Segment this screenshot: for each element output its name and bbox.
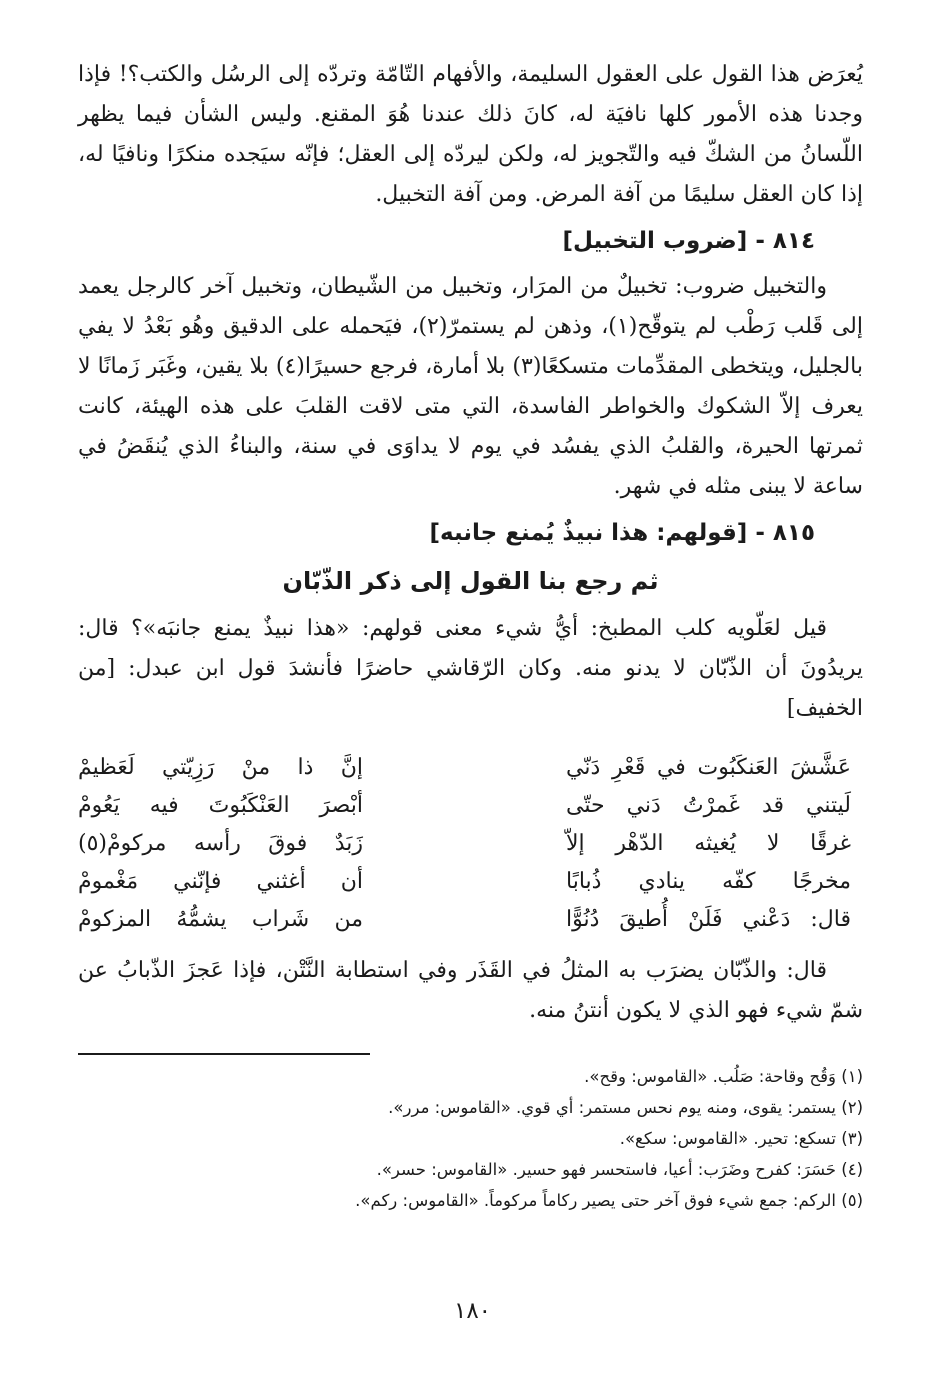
section-814-heading (78, 221, 863, 261)
poem-second-hemistich: أن أغثني فإنّني مَغْمومْ (78, 869, 363, 894)
poem-verse (78, 825, 863, 863)
poem-second-hemistich: إنَّ ذا منْ رَزِيّتي لَعَظيمْ (78, 755, 363, 780)
section-815-heading (78, 513, 863, 553)
section-815-number: ٨١٥ - (755, 520, 815, 546)
poem-first-hemistich: غرقًا لا يُغيثه الدّهْر إلاّ (566, 831, 851, 856)
footnote: (٣) تسكع: تحير. «القاموس: سكع». (619, 1129, 863, 1148)
poem-first-hemistich: لَيتني قد غَمرْتُ دَني حتّى (566, 793, 851, 818)
poem-verse (78, 787, 863, 825)
footnote-divider (78, 1053, 370, 1055)
footnote: (٤) حَسَرَ: كفرح وضَرَب: أعيا، فاستحسر فهو حسير. «القاموس: حسر». (376, 1160, 863, 1179)
footnote: (٥) الركم: جمع شيء فوق آخر حتى يصير ركاماً مركوماً. «القاموس: ركم». (355, 1191, 863, 1210)
section-815-intro: قيل لعَلّويه كلب المطبخ: أيُّ شيء معنى قولهم: «هذا نبيذٌ يمنع جانبَه»؟ قال: يريدُونَ أن الذّبّان لا يدنو منه. وكان الرّقاشي حاضرًا فأنشدَ قول ابن عبدل: [من الخفيف] (78, 616, 863, 721)
section-814-title: [ضروب التخبيل] (562, 228, 748, 254)
poem-first-hemistich: قال: دَعْني فَلَنْ أُطيقَ دُنُوًّا (566, 907, 851, 932)
poem-second-hemistich: أبْصرَ العَنْكَبُوتَ فيه يَعُومْ (78, 793, 363, 818)
poem-verse (78, 863, 863, 901)
section-815-conclusion: قال: والذّبّان يضرَب به المثلُ في القَذَر وفي استطابة النَّتْن، فإذا عَجزَ الذّبابُ عن شمّ شيء فهو الذي لا يكون أنتنُ منه. (78, 958, 863, 1023)
poem-second-hemistich: من شَراب يشمُّهُ المزكومْ (78, 907, 363, 932)
poem-second-hemistich: زَبَدٌ فوقَ رأسه مركومْ(٥) (78, 831, 363, 856)
poem-first-hemistich: مخرجًا كفّه ينادي ذُبابًا (566, 869, 851, 894)
poem-verse (78, 749, 863, 787)
section-814-number: ٨١٤ - (755, 228, 815, 254)
footnote: (٢) يستمر: يقوى، ومنه يوم نحس مستمر: أي قوي. «القاموس: مرر». (388, 1098, 863, 1117)
footnotes (78, 1061, 863, 1216)
poem-verse (78, 901, 863, 939)
poem-first-hemistich: عَشَّشَ العَنكَبُوت في قَعْرِ دَنّي (566, 755, 851, 780)
section-815-title: [قولهم: هذا نبيذٌ يُمنع جانبه] (429, 520, 748, 546)
poem (78, 749, 863, 939)
footnote: (١) وَقُح وقاحة: صَلُب. «القاموس: وقح». (584, 1067, 863, 1086)
page-body (78, 55, 863, 1385)
section-815-subtitle: ثم رجع بنا القول إلى ذكر الذّبّان (282, 567, 659, 595)
section-814-paragraph: والتخبيل ضروب: تخبيلٌ من المرَار، وتخبيل من الشّيطان، وتخبيل آخر كالرجل يعمد إلى قَلب رَطْب لم يتوقّح(١)، وذهن لم يستمرّ(٢)، فيَحمله على الدقيق وهُو بَعْدُ لا يفي بالجليل، ويتخطى المقدِّمات متسكعًا(٣) بلا أمارة، فرجع حسيرًا(٤) بلا يقين، وغَبَر زَمانًا لا يعرف إلاّ الشكوك والخواطر الفاسدة، التي متى لاقت القلبَ على هذه الهيئة، كانت ثمرتها الحيرة، والقلبُ الذي يفسُد في يوم لا يداوَى في سنة، والبناءُ الذي يُنقَضُ في ساعة لا يبنى مثله في شهر. (78, 274, 863, 499)
page-number: ١٨٠ (453, 1298, 492, 1324)
opening-paragraph: يُعرَض هذا القول على العقول السليمة، والأفهام التّامّة وتردّه إلى الرسُل والكتب؟! فإذا وجدنا هذه الأمور كلها نافيَة له، كانَ ذلك عندنا هُوَ المقنع. وليس الشأن فيما يظهر اللّسانُ من الشكّ فيه والتّجويز له، ولكن ليردّه إلى العقل؛ فإنّه سيَجده منكرًا ونافيًا له، إذا كان العقل سليمًا من آفة المرض. ومن آفة التخبيل. (78, 62, 863, 207)
